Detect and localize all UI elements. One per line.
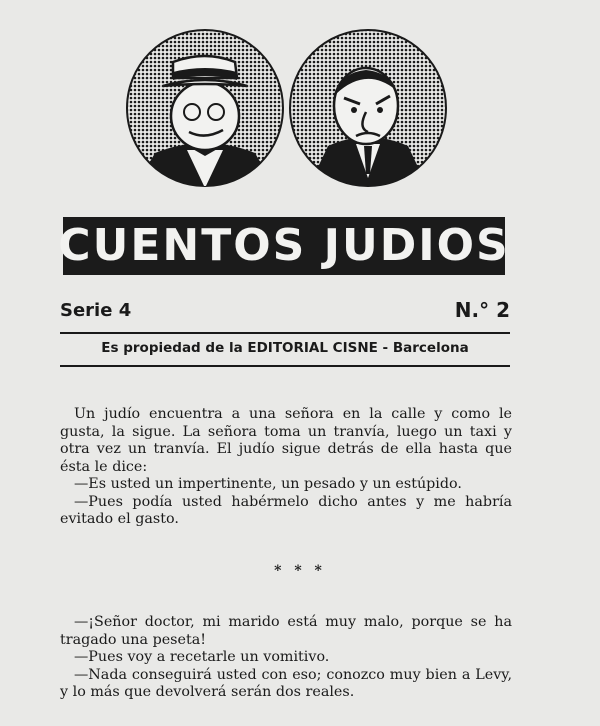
portrait-left-illustration bbox=[125, 28, 285, 188]
section-separator: * * * bbox=[274, 563, 326, 579]
joke-2-dialogue-line: —Pues voy a recetarle un vomitivo. bbox=[74, 649, 330, 665]
publisher-line: Es propiedad de la EDITORIAL CISNE - Barcelona bbox=[101, 340, 469, 356]
series-row bbox=[60, 300, 510, 324]
portrait-right-illustration bbox=[288, 28, 448, 188]
joke-1 bbox=[60, 406, 512, 529]
joke-2 bbox=[60, 614, 512, 702]
joke-1-dialogue-line: —Es usted un impertinente, un pesado y un estúpido. bbox=[74, 476, 462, 492]
title-banner bbox=[58, 217, 510, 275]
divider-bottom bbox=[60, 365, 510, 367]
joke-1-paragraph: Un judío encuentra a una señora en la calle y como le gusta, la sigue. La señora toma un tranvía, luego un taxi y otra vez un tranvía. El judío sigue detrás de ella hasta que ésta le dice: bbox=[60, 406, 512, 475]
divider-top bbox=[60, 332, 510, 334]
issue-number: N.° 2 bbox=[454, 298, 510, 322]
series-label: Serie 4 bbox=[60, 300, 132, 321]
joke-1-dialogue-line: —Pues podía usted habérmelo dicho antes y me habría evitado el gasto. bbox=[60, 493, 512, 527]
page-title: CUENTOS JUDIOS bbox=[58, 220, 510, 271]
joke-2-dialogue-line: —Nada conseguirá usted con eso; conozco muy bien a Levy, y lo más que devolverá serán dos reales. bbox=[60, 666, 512, 700]
joke-2-dialogue-line: —¡Señor doctor, mi marido está muy malo, porque se ha tragado una peseta! bbox=[60, 614, 512, 648]
